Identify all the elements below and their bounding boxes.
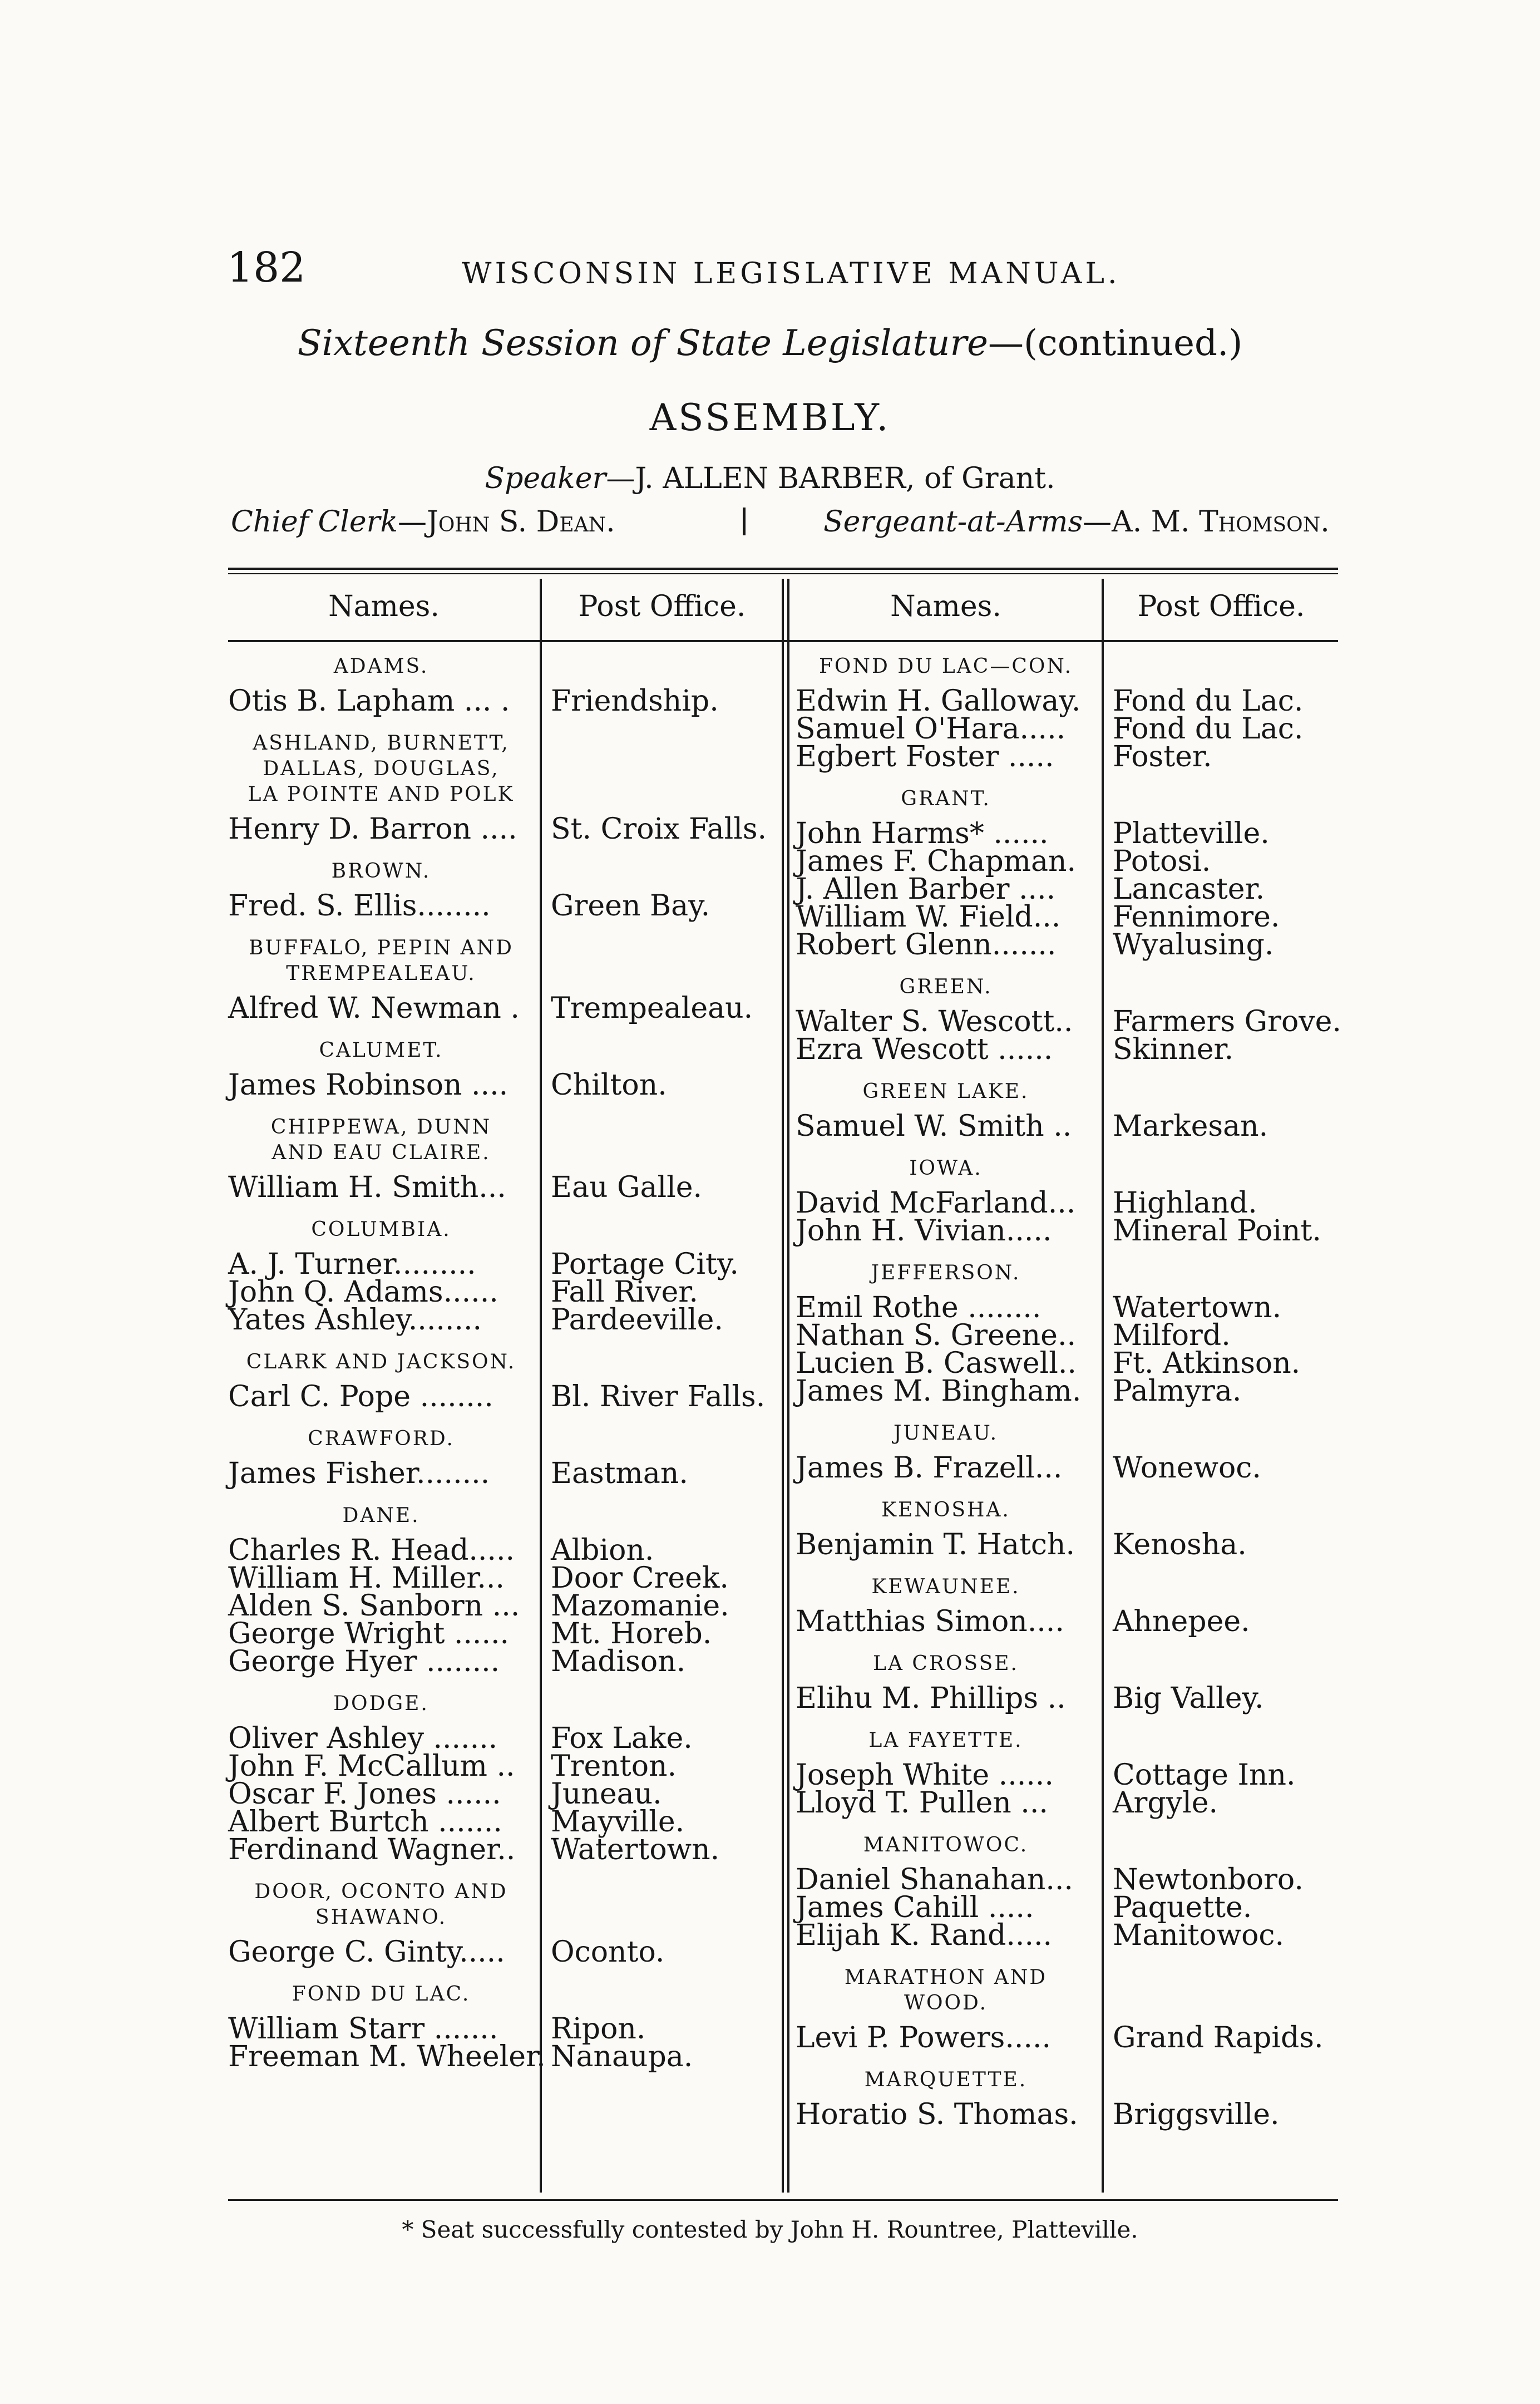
post-office: Oconto. [551,1935,665,1969]
county-heading: CLARK AND JACKSON. [246,1351,516,1373]
county-heading: BUFFALO, PEPIN AND [248,937,514,959]
member-name: Fred. S. Ellis........ [228,889,491,923]
post-office: Wyalusing. [1113,928,1274,962]
post-office: Fall River. [551,1275,698,1309]
member-name: William H. Miller... [228,1561,505,1595]
member-row [228,1380,779,1413]
speaker-text: —J. ALLEN BARBER, of Grant. [606,462,1055,495]
post-office: Cottage Inn. [1113,1758,1296,1792]
post-office: Watertown. [1113,1291,1282,1324]
member-name: Freeman M. Wheeler. [228,2040,546,2073]
member-name: Edwin H. Galloway. [796,684,1081,718]
member-row [796,1005,1341,1038]
sergeant-label: Sergeant-at-Arms [823,505,1083,539]
top-rule-2 [228,573,1338,574]
member-row [796,684,1338,718]
member-row [228,1617,779,1651]
speaker-label: Speaker [485,462,606,495]
member-row [796,817,1338,850]
column-header-names-right: Names. [890,590,1001,623]
post-office: Kenosha. [1113,1528,1247,1561]
post-office: Green Bay. [551,889,710,923]
member-row [228,1833,779,1866]
member-name: William W. Field... [796,900,1061,934]
post-office: Markesan. [1113,1110,1268,1143]
county-heading: MARQUETTE. [864,2068,1028,2091]
member-name: Ferdinand Wagner.. [228,1833,516,1866]
member-name: Oscar F. Jones ...... [228,1777,501,1811]
member-row [796,1451,1338,1485]
county-heading: DOOR, OCONTO AND [254,1880,508,1903]
post-office: Fox Lake. [551,1722,693,1755]
member-name: Elihu M. Phillips .. [796,1682,1066,1715]
member-name: Samuel W. Smith .. [796,1110,1072,1143]
running-title: WISCONSIN LEGISLATIVE MANUAL. [462,257,1121,290]
post-office: Big Valley. [1113,1682,1264,1715]
member-name: Elijah K. Rand..... [796,1919,1053,1952]
post-office: Potosi. [1113,845,1211,878]
post-office: Ft. Atkinson. [1113,1347,1301,1380]
post-office: Palmyra. [1113,1375,1242,1408]
member-row [228,1275,779,1309]
member-row [796,1319,1338,1352]
member-name: Lucien B. Caswell.. [796,1347,1077,1380]
member-row [228,1589,779,1623]
post-office: Platteville. [1113,817,1270,850]
member-row [796,2021,1338,2055]
post-office: Skinner. [1113,1033,1234,1066]
county-heading: LA CROSSE. [873,1652,1019,1675]
member-name: James Fisher........ [228,1457,490,1490]
member-row [228,1805,779,1839]
county-heading: IOWA. [909,1157,983,1180]
post-office: Watertown. [551,1833,720,1866]
member-name: Alfred W. Newman . [228,992,520,1025]
post-office: Nanaupa. [551,2040,693,2073]
member-name: John Harms* ...... [796,817,1049,850]
member-row [228,889,779,923]
member-name: George Wright ...... [228,1617,510,1651]
column-header-names-left: Names. [328,590,440,623]
member-name: Nathan S. Greene.. [796,1319,1077,1352]
member-row [796,845,1338,878]
member-name: Ezra Wescott ...... [796,1033,1053,1066]
county-heading: WOOD. [904,1992,988,2014]
member-name: Levi P. Powers..... [796,2021,1052,2055]
member-row [228,1457,779,1490]
county-heading: MANITOWOC. [863,1834,1029,1856]
post-office: Bl. River Falls. [551,1380,766,1413]
column-header-post-office-left: Post Office. [578,590,746,623]
member-row [228,992,779,1025]
member-name: Otis B. Lapham ... . [228,684,510,718]
member-row [228,1248,779,1281]
member-name: Samuel O'Hara..... [796,712,1066,746]
post-office: Wonewoc. [1113,1451,1261,1485]
header-divider [743,508,746,535]
footnote: * Seat successfully contested by John H. Rountree, Platteville. [402,2216,1138,2243]
county-heading: GREEN. [899,976,993,998]
member-row [796,1863,1338,1896]
post-office: Mt. Horeb. [551,1617,712,1651]
post-office: St. Croix Falls. [551,812,767,846]
post-office: Mayville. [551,1805,685,1839]
member-name: James Cahill ..... [796,1891,1034,1924]
post-office: Juneau. [551,1777,662,1811]
county-heading: FOND DU LAC. [292,1983,471,2006]
post-office: Friendship. [551,684,719,718]
member-row [796,2098,1338,2131]
session-title [0,323,1540,364]
member-row [796,1347,1338,1380]
county-heading: CRAWFORD. [308,1427,455,1450]
members-table [228,654,1341,2204]
post-office: Milford. [1113,1319,1231,1352]
member-name: John H. Vivian..... [796,1214,1052,1248]
post-office: Lancaster. [1113,873,1265,906]
member-row [796,900,1338,934]
member-row [228,1561,779,1595]
member-row [796,873,1338,906]
post-office: Mazomanie. [551,1589,729,1623]
post-office: Portage City. [551,1248,739,1281]
member-row [796,1919,1338,1952]
county-heading: ADAMS. [333,655,429,678]
post-office: Paquette. [1113,1891,1252,1924]
post-office: Argyle. [1113,1786,1218,1820]
county-heading: SHAWANO. [315,1906,447,1929]
member-name: David McFarland... [796,1186,1076,1220]
right-column [796,654,1341,2131]
member-row [228,1303,779,1337]
member-name: William Starr ....... [228,2012,498,2046]
post-office: Madison. [551,1645,686,1678]
member-row [228,2012,779,2046]
county-heading: BROWN. [331,860,431,883]
post-office: Mineral Point. [1113,1214,1321,1248]
member-row [228,684,779,718]
post-office: Foster. [1113,740,1212,774]
member-row [796,1110,1338,1143]
member-name: Oliver Ashley ....... [228,1722,498,1755]
member-row [796,1528,1338,1561]
member-name: James B. Frazell... [796,1451,1063,1485]
speaker-line [0,462,1540,495]
chief-clerk-text: —John S. Dean. [398,505,615,539]
sergeant-text: —A. M. Thomson. [1083,505,1330,539]
member-name: Yates Ashley........ [228,1303,482,1337]
member-row [796,1186,1338,1220]
member-row [228,2040,779,2073]
post-office: Fond du Lac. [1113,684,1304,718]
member-name: James F. Chapman. [796,845,1077,878]
post-office: Fennimore. [1113,900,1280,934]
member-row [228,1777,779,1811]
county-heading: MARATHON AND [844,1966,1048,1989]
column-header-post-office-right: Post Office. [1137,590,1305,623]
post-office: Albion. [551,1534,654,1567]
member-row [796,1033,1338,1066]
member-name: James Robinson .... [228,1068,509,1102]
member-row [228,1068,779,1102]
member-name: James M. Bingham. [796,1375,1082,1408]
county-heading: CHIPPEWA, DUNN [270,1116,492,1139]
left-column [228,654,779,2071]
post-office: Trenton. [551,1750,677,1783]
county-heading: LA POINTE AND POLK [248,783,515,806]
county-heading: JEFFERSON. [871,1262,1021,1284]
chief-clerk-line [231,505,615,539]
post-office: Ripon. [551,2012,646,2046]
member-name: George C. Ginty..... [228,1935,505,1969]
page-number: 182 [227,244,306,292]
member-name: Alden S. Sanborn ... [228,1589,520,1623]
member-row [796,1786,1338,1820]
member-row [796,1214,1338,1248]
member-name: Carl C. Pope ........ [228,1380,493,1413]
member-name: Emil Rothe ........ [796,1291,1042,1324]
county-heading: TREMPEALEAU. [286,962,476,985]
member-name: Charles R. Head..... [228,1534,515,1567]
member-row [796,1682,1338,1715]
post-office: Briggsville. [1113,2098,1280,2131]
county-heading: KENOSHA. [881,1499,1010,1521]
county-heading: LA FAYETTE. [868,1729,1023,1752]
member-name: Robert Glenn....... [796,928,1057,962]
member-name: Daniel Shanahan... [796,1863,1073,1896]
post-office: Manitowoc. [1113,1919,1285,1952]
post-office: Eau Galle. [551,1171,703,1204]
chamber-title: ASSEMBLY. [649,396,891,439]
member-name: George Hyer ........ [228,1645,500,1678]
post-office: Ahnepee. [1113,1605,1250,1638]
post-office: Chilton. [551,1068,667,1102]
county-heading: KEWAUNEE. [871,1575,1020,1598]
post-office: Fond du Lac. [1113,712,1304,746]
post-office: Door Creek. [551,1561,729,1595]
member-row [796,1891,1338,1924]
member-name: Matthias Simon.... [796,1605,1064,1638]
top-rule [228,568,1338,570]
county-heading: ASHLAND, BURNETT, [253,732,510,755]
county-heading: DODGE. [333,1692,429,1715]
session-title-italic: Sixteenth Session of State Legislature [297,323,988,364]
member-name: Horatio S. Thomas. [796,2098,1078,2131]
county-heading: DANE. [342,1504,420,1527]
county-heading: FOND DU LAC—CON. [818,655,1073,678]
member-row [228,1534,779,1567]
member-row [228,1722,779,1755]
chief-clerk-label: Chief Clerk [231,505,398,539]
member-row [228,812,779,846]
post-office: Newtonboro. [1113,1863,1304,1896]
member-name: John Q. Adams...... [228,1275,498,1309]
member-row [228,1750,779,1783]
member-row [228,1171,779,1204]
member-name: Albert Burtch ....... [228,1805,502,1839]
member-name: William H. Smith... [228,1171,506,1204]
member-name: Benjamin T. Hatch. [796,1528,1075,1561]
session-title-plain: —(continued.) [988,323,1243,364]
post-office: Highland. [1113,1186,1257,1220]
member-row [796,1291,1338,1324]
member-row [796,1605,1338,1638]
county-heading: DALLAS, DOUGLAS, [263,757,500,780]
post-office: Pardeeville. [551,1303,723,1337]
member-name: John F. McCallum .. [228,1750,515,1783]
county-heading: COLUMBIA. [311,1218,451,1241]
county-heading: AND EAU CLAIRE. [272,1141,491,1164]
member-name: Lloyd T. Pullen ... [796,1786,1048,1820]
member-name: Egbert Foster ..... [796,740,1054,774]
member-row [796,1375,1338,1408]
post-office: Grand Rapids. [1113,2021,1324,2055]
member-row [796,740,1338,774]
member-name: A. J. Turner......... [228,1248,476,1281]
member-row [796,1758,1338,1792]
county-heading: JUNEAU. [893,1422,999,1445]
member-row [796,712,1338,746]
county-heading: CALUMET. [319,1039,443,1062]
member-name: Joseph White ...... [796,1758,1054,1792]
member-row [796,928,1338,962]
county-heading: GREEN LAKE. [862,1080,1029,1103]
member-name: Henry D. Barron .... [228,812,517,846]
post-office: Trempealeau. [551,992,753,1025]
member-name: Walter S. Wescott.. [796,1005,1073,1038]
sergeant-line [823,505,1330,539]
member-row [228,1645,779,1678]
member-row [228,1935,779,1969]
post-office: Eastman. [551,1457,688,1490]
post-office: Farmers Grove. [1113,1005,1341,1038]
county-heading: GRANT. [901,787,991,810]
member-name: J. Allen Barber .... [796,873,1056,906]
